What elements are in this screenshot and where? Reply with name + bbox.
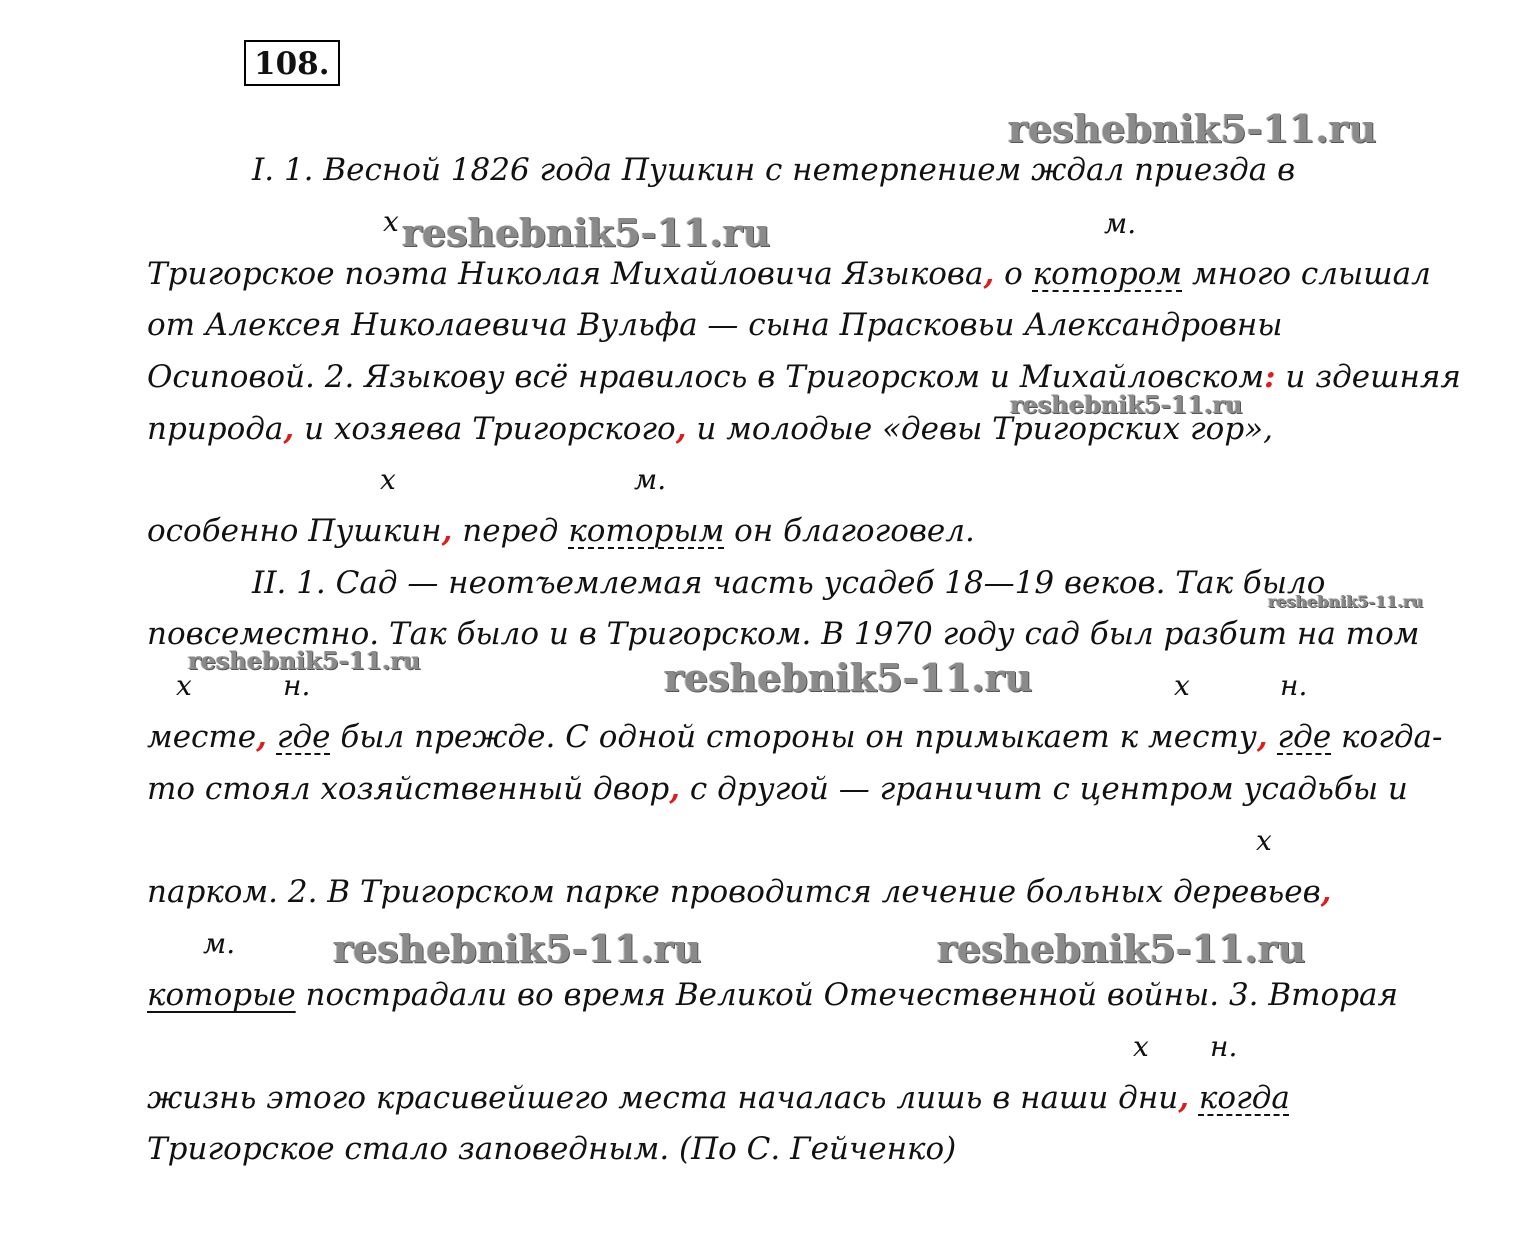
text-segment: парком. 2. В Тригорском парке проводится лечение больных деревьев — [147, 874, 1321, 910]
text-segment: с другой — граничит с центром усадьбы и — [680, 771, 1408, 807]
underlined-word: которые — [147, 977, 296, 1013]
text-line — [147, 305, 1282, 345]
mark-x: х — [383, 205, 399, 238]
text-segment: он благоговел. — [724, 513, 975, 549]
mark-m: м. — [634, 463, 667, 496]
watermark: reshebnik5-11.ru — [1010, 390, 1243, 419]
text-line — [147, 717, 1442, 757]
text-segment — [267, 719, 277, 755]
text-segment: когда- — [1331, 719, 1443, 755]
text-line — [252, 563, 1325, 603]
mark-x: х — [1133, 1030, 1149, 1063]
punctuation-mark: , — [675, 411, 687, 447]
text-segment: и молодые «девы Тригорских гор», — [686, 411, 1274, 447]
text-segment: месте — [147, 719, 257, 755]
text-segment: природа — [147, 411, 284, 447]
text-segment: Осиповой. 2. Языкову всё нравилось в Тригорском и Михайловском — [147, 359, 1265, 395]
text-segment: пострадали во время Великой Отечественной войны. 3. Вторая — [295, 977, 1399, 1013]
text-line — [147, 511, 975, 551]
mark-n: н. — [1210, 1030, 1238, 1063]
text-line — [147, 254, 1431, 294]
mark-x: х — [1256, 824, 1272, 857]
watermark: reshebnik5-11.ru — [402, 210, 771, 255]
watermark: reshebnik5-11.ru — [333, 926, 702, 971]
text-segment: II. 1. Сад — неотъемлемая часть усадеб 18—19 веков. Так было — [252, 565, 1326, 601]
underlined-word: где — [1277, 719, 1332, 755]
text-line — [147, 975, 1398, 1015]
mark-n: н. — [283, 669, 311, 702]
text-segment: о — [994, 256, 1033, 292]
text-segment: повсеместно. Так было и в Тригорском. В 1970 году сад был разбит на том — [147, 616, 1420, 652]
punctuation-mark: , — [283, 411, 295, 447]
watermark: reshebnik5-11.ru — [1268, 592, 1424, 611]
mark-n: н. — [1280, 669, 1308, 702]
punctuation-mark: , — [256, 719, 267, 755]
underlined-word: которым — [568, 513, 725, 549]
text-segment: много слышал — [1182, 256, 1431, 292]
text-segment: I. 1. Весной 1826 года Пушкин с нетерпением ждал приезда в — [252, 152, 1296, 188]
text-segment: и хозяева Тригорского — [294, 411, 676, 447]
text-segment — [1189, 1080, 1199, 1116]
watermark: reshebnik5-11.ru — [188, 646, 421, 675]
mark-m: м. — [203, 927, 236, 960]
punctuation-mark: , — [1320, 874, 1332, 910]
mark-x: х — [176, 669, 192, 702]
text-line — [147, 872, 1331, 912]
text-segment — [1268, 719, 1278, 755]
text-line — [147, 1078, 1290, 1118]
text-line — [147, 1129, 956, 1169]
underlined-word: где — [276, 719, 331, 755]
mark-x: х — [380, 463, 396, 496]
text-segment: от Алексея Николаевича Вульфа — сына Прасковьи Александровны — [147, 307, 1283, 343]
exercise-number: 108. — [244, 40, 340, 86]
punctuation-mark: , — [983, 256, 995, 292]
text-segment: Тригорское поэта Николая Михайловича Языкова — [147, 256, 984, 292]
watermark: reshebnik5-11.ru — [664, 655, 1033, 700]
punctuation-mark: , — [669, 771, 681, 807]
punctuation-mark: : — [1264, 359, 1276, 395]
mark-x: х — [1174, 669, 1190, 702]
text-segment: и здешняя — [1275, 359, 1461, 395]
text-line — [147, 357, 1461, 397]
text-line — [147, 769, 1408, 809]
punctuation-mark: , — [1256, 719, 1268, 755]
punctuation-mark: , — [1178, 1080, 1190, 1116]
underlined-word: котором — [1032, 256, 1183, 292]
text-segment: то стоял хозяйственный двор — [147, 771, 670, 807]
text-line — [252, 150, 1295, 190]
text-segment: Тригорское стало заповедным. (По С. Гейченко) — [147, 1131, 957, 1167]
punctuation-mark: , — [441, 513, 453, 549]
watermark: reshebnik5-11.ru — [1008, 106, 1377, 151]
mark-m: м. — [1104, 207, 1137, 240]
text-segment: особенно Пушкин — [147, 513, 442, 549]
underlined-word: когда — [1198, 1080, 1290, 1116]
text-segment: жизнь этого красивейшего места началась лишь в наши дни — [147, 1080, 1179, 1116]
watermark: reshebnik5-11.ru — [937, 926, 1306, 971]
text-segment: был прежде. С одной стороны он примыкает к месту — [330, 719, 1257, 755]
text-segment: перед — [452, 513, 569, 549]
